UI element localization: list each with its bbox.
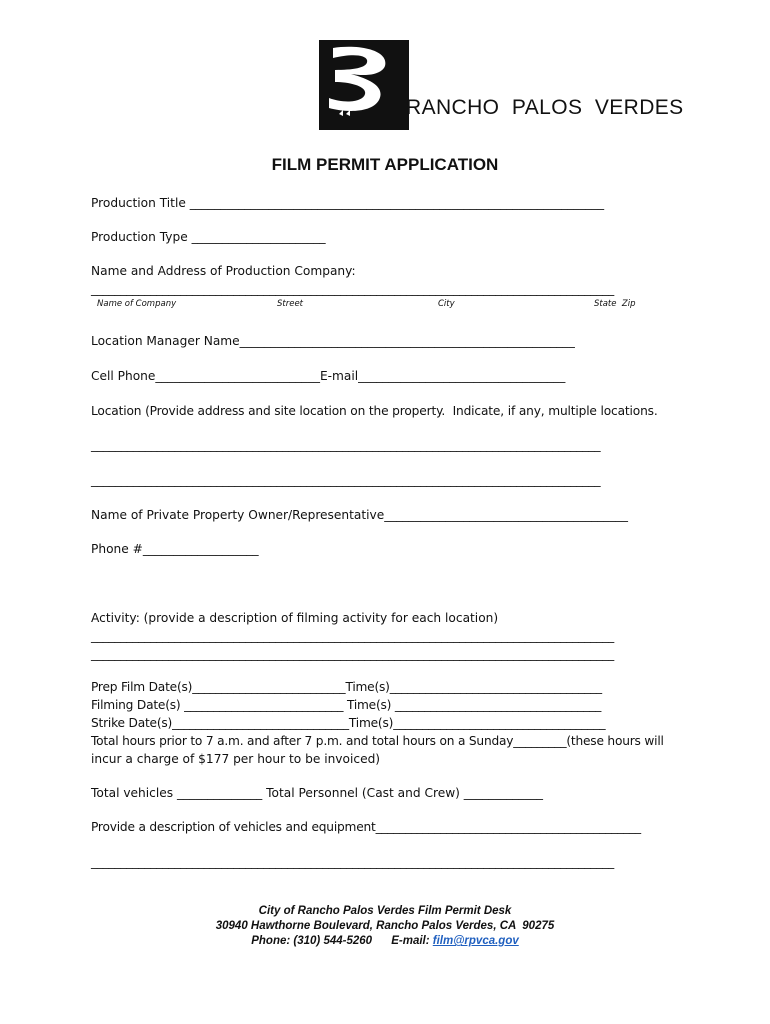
activity-label: Activity: (provide a description of filming activity for each location) [91,611,499,625]
footer-contact [0,935,770,947]
location-manager-field[interactable]: Location Manager Name_______________________________________________________ [91,334,575,348]
location-label: Location (Provide address and site location on the property. Indicate, if any, multiple locations. [91,404,658,418]
caption-state-zip: State Zip [594,299,636,309]
strike-date-field[interactable]: Strike Date(s)______________________________Time(s)____________________________________ [91,716,606,730]
footer-address: 30940 Hawthorne Boulevard, Rancho Palos Verdes, CA 90275 [215,920,555,932]
caption-company: Name of Company [97,299,177,309]
vehicles-personnel-field[interactable]: Total vehicles ______________ Total Personnel (Cast and Crew) _____________ [91,786,544,800]
footer-phone: Phone: (310) 544-5260 [251,935,373,947]
activity-field-1[interactable]: ________________________________________________________________________________________ [91,629,615,643]
cell-email-field[interactable]: Cell Phone___________________________E-mail__________________________________ [91,369,566,383]
company-field[interactable]: ________________________________________________________________________________________ [91,282,615,296]
location-field-1[interactable]: _____________________________________________________________________________________ [91,438,601,452]
total-hours-note: incur a charge of $177 per hour to be invoiced) [91,752,381,766]
phone-field[interactable]: Phone #___________________ [91,542,259,556]
filming-date-field[interactable]: Filming Date(s) ___________________________ Time(s) ___________________________________ [91,698,602,712]
owner-field[interactable]: Name of Private Property Owner/Representative________________________________________ [91,508,628,522]
activity-field-2[interactable]: ________________________________________________________________________________________ [91,647,615,661]
prep-date-field[interactable]: Prep Film Date(s)__________________________Time(s)____________________________________ [91,680,602,694]
footer-email-label: E-mail: [391,935,430,947]
form-title: FILM PERMIT APPLICATION [271,155,499,174]
city-logo [319,40,409,130]
equipment-field[interactable]: Provide a description of vehicles and equipment_____________________________________________ [91,820,641,834]
caption-street: Street [277,299,304,309]
footer-email-link[interactable]: film@rpvca.gov [432,935,519,947]
equipment-field-line[interactable]: ________________________________________________________________________________________ [91,855,615,869]
footer-line-1: City of Rancho Palos Verdes Film Permit Desk [258,905,512,917]
org-name: RANCHO PALOS VERDES [406,96,684,119]
production-title-field[interactable]: Production Title ____________________________________________________________________ [91,196,605,210]
total-hours-field[interactable]: Total hours prior to 7 a.m. and after 7 p.m. and total hours on a Sunday_________(these hours will [91,734,664,748]
production-type-field[interactable]: Production Type ______________________ [91,230,326,244]
caption-city: City [438,299,455,309]
company-label: Name and Address of Production Company: [91,264,356,278]
location-field-2[interactable]: _____________________________________________________________________________________ [91,473,601,487]
